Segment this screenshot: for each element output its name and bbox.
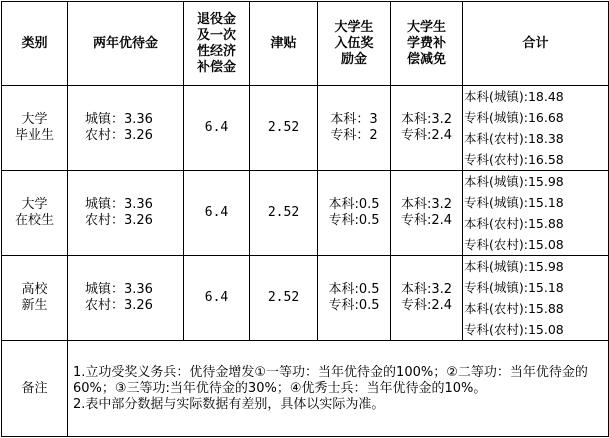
row-tuition — [391, 256, 463, 341]
enlist-line: 专科:0.5 — [328, 298, 380, 313]
total-line: 本科(农村):15.88 — [464, 301, 564, 316]
remark-line: 2.表中部分数据与实际数据有差别，具体以实际为准。 — [73, 396, 385, 412]
row-retirement: 6.4 — [184, 256, 250, 341]
tuition-line: 专科:2.4 — [400, 128, 453, 143]
header-tuition-line: 偿减免 — [406, 51, 446, 67]
table-row — [2, 256, 609, 341]
header-enlist-line: 大学生 — [334, 19, 374, 35]
allowance-line: 农村：3.26 — [85, 298, 153, 313]
allowance-line: 农村：3.26 — [85, 128, 153, 143]
row-allowance — [68, 256, 184, 341]
header-subsidy: 津贴 — [250, 2, 318, 86]
category-line: 高校 — [21, 282, 48, 297]
header-enlist-reward — [318, 2, 391, 86]
total-line: 本科(城镇):15.98 — [464, 259, 564, 274]
row-allowance — [68, 171, 184, 256]
header-retirement-line: 退役金 — [196, 11, 236, 27]
header-enlist-line: 励金 — [340, 51, 367, 67]
enlist-line: 本科:0.5 — [328, 197, 380, 212]
total-line: 专科(城镇):15.18 — [464, 280, 564, 295]
total-line: 本科(城镇):18.48 — [464, 89, 564, 104]
allowance-line: 城镇：3.36 — [85, 197, 153, 212]
row-retirement: 6.4 — [184, 171, 250, 256]
remarks-content — [68, 341, 609, 437]
row-enlist-reward — [318, 86, 391, 171]
row-enlist-reward — [318, 256, 391, 341]
row-allowance — [68, 86, 184, 171]
row-category — [2, 256, 68, 341]
header-two-year-allowance: 两年优待金 — [68, 2, 184, 86]
category-line: 新生 — [21, 298, 48, 313]
total-line: 本科(城镇):15.98 — [464, 174, 564, 189]
total-line: 本科(农村):18.38 — [464, 131, 564, 146]
row-tuition — [391, 171, 463, 256]
remarks-label: 备注 — [2, 341, 68, 437]
row-category — [2, 86, 68, 171]
total-line: 专科(农村):15.08 — [464, 237, 564, 252]
row-total — [463, 86, 609, 171]
tuition-line: 本科:3.2 — [400, 282, 453, 297]
header-retirement-line: 补偿金 — [196, 59, 236, 75]
header-tuition-line: 学费补 — [406, 35, 446, 51]
row-subsidy: 2.52 — [250, 256, 318, 341]
total-line: 专科(城镇):16.68 — [464, 110, 564, 125]
row-total — [463, 256, 609, 341]
enlist-line: 专科:0.5 — [328, 213, 380, 228]
row-total — [463, 171, 609, 256]
tuition-line: 专科:2.4 — [400, 213, 453, 228]
row-category — [2, 171, 68, 256]
enlist-line: 本科：3 — [330, 112, 378, 127]
header-tuition-line: 大学生 — [406, 19, 446, 35]
header-category: 类别 — [2, 2, 68, 86]
header-retirement-line: 性经济 — [196, 43, 236, 59]
category-line: 毕业生 — [14, 128, 54, 143]
remark-line: 1.立功受奖义务兵：优待金增发①一等功：当年优待金的100%；②二等功：当年优待金的60%；③三等功:当年优待金的30%；④优秀士兵：当年优待金的10%。 — [73, 364, 588, 396]
header-total: 合计 — [463, 2, 609, 86]
total-line: 本科(农村):15.88 — [464, 216, 564, 231]
total-line: 专科(农村):16.58 — [464, 152, 564, 167]
header-enlist-line: 入伍奖 — [334, 35, 374, 51]
header-tuition — [391, 2, 463, 86]
tuition-line: 本科:3.2 — [400, 112, 453, 127]
allowance-line: 城镇：3.36 — [85, 112, 153, 127]
tuition-line: 本科:3.2 — [400, 197, 453, 212]
total-line: 专科(农村):15.08 — [464, 322, 564, 337]
row-enlist-reward — [318, 171, 391, 256]
total-line: 专科(城镇):15.18 — [464, 195, 564, 210]
row-tuition — [391, 86, 463, 171]
table-row — [2, 86, 609, 171]
category-line: 大学 — [21, 112, 48, 127]
header-retirement-line: 及一次 — [196, 27, 236, 43]
table-row — [2, 171, 609, 256]
row-subsidy: 2.52 — [250, 86, 318, 171]
row-retirement: 6.4 — [184, 86, 250, 171]
enlist-line: 专科：2 — [330, 128, 378, 143]
row-subsidy: 2.52 — [250, 171, 318, 256]
tuition-line: 专科:2.4 — [400, 298, 453, 313]
benefits-table — [1, 1, 609, 437]
allowance-line: 城镇：3.36 — [85, 282, 153, 297]
category-line: 在校生 — [14, 213, 54, 228]
allowance-line: 农村：3.26 — [85, 213, 153, 228]
remarks-row — [2, 341, 609, 437]
header-row — [2, 2, 609, 86]
category-line: 大学 — [21, 197, 48, 212]
header-retirement — [184, 2, 250, 86]
enlist-line: 本科:0.5 — [328, 282, 380, 297]
